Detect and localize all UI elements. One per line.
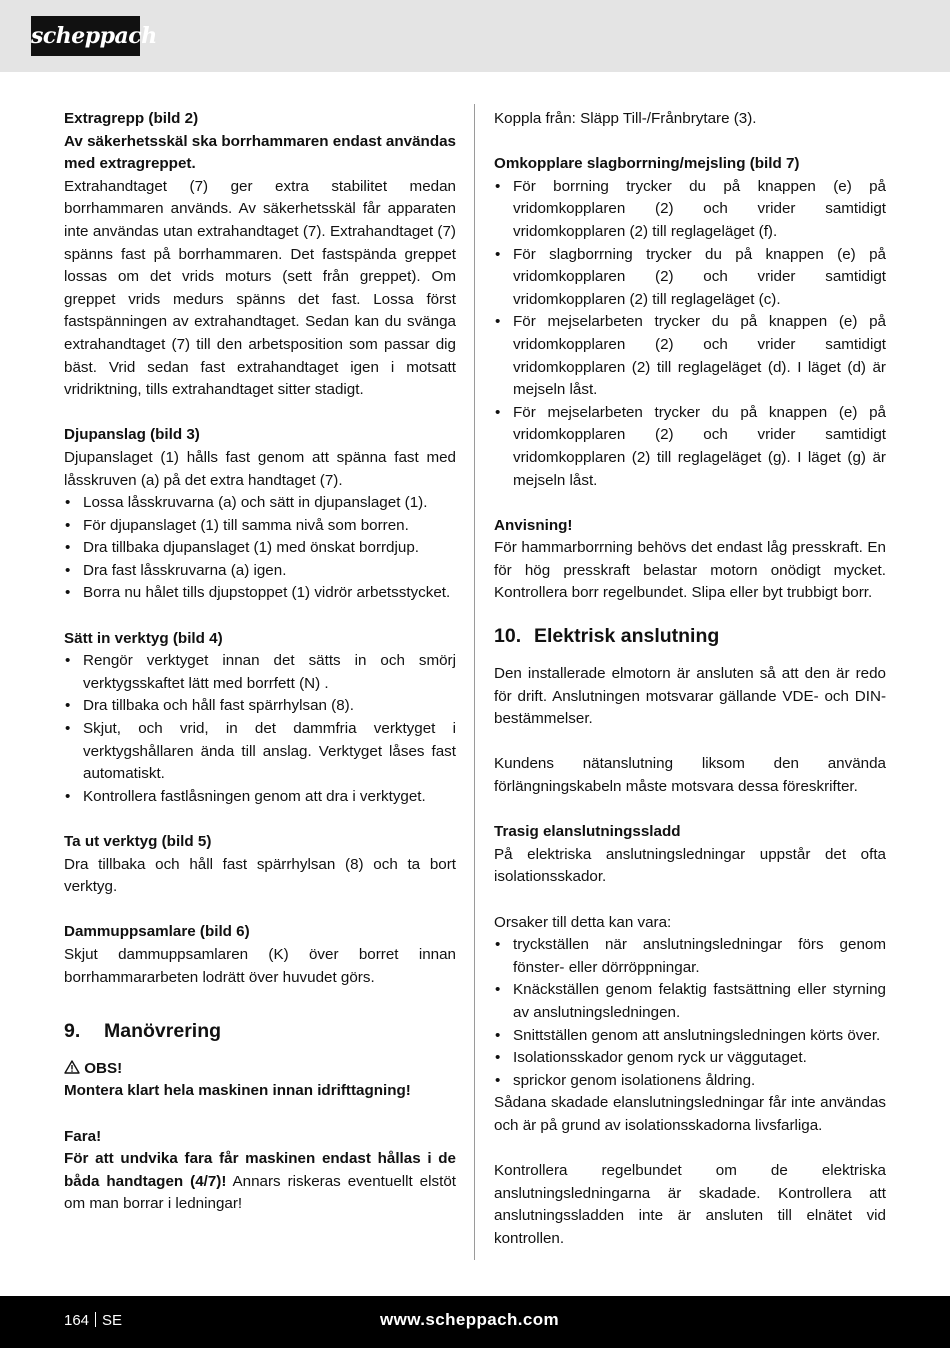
extragrepp-title: Extragrepp (bild 2) bbox=[64, 110, 199, 127]
satt-in-title: Sätt in verktyg (bild 4) bbox=[64, 629, 223, 647]
obs-label: OBS! bbox=[84, 1059, 123, 1077]
list-item: • sprickor genom isolationens åldring. bbox=[494, 1070, 886, 1093]
section-10-p2: Kundens nätanslutning liksom den använda förlängningskabeln måste motsvara dessa föreskrifter. bbox=[494, 755, 886, 796]
section-10-title: Elektrisk anslutning bbox=[534, 625, 720, 648]
fara-bold: För att undvika fara får maskinen endast hållas i de båda handtagen (4/7)! bbox=[64, 1150, 456, 1190]
column-divider bbox=[474, 104, 475, 1260]
list-item: • För borrning trycker du på knappen (e) på vridomkopplaren (2) och vrider samtidigt vridomkopplaren (2) till reglageläget (f). bbox=[494, 176, 886, 244]
page-footer bbox=[0, 1296, 950, 1348]
page-indicator bbox=[64, 1310, 122, 1332]
damm-body: Skjut dammuppsamlaren (K) över borret innan borrhammararbeten lodrätt över huvudet görs. bbox=[64, 945, 456, 986]
section-9-number: 9. bbox=[64, 1019, 81, 1042]
ta-ut-body: Dra tillbaka och håll fast spärrhylsan (8) och ta bort verktyg. bbox=[64, 855, 456, 896]
omkopplare-title: Omkopplare slagborrning/mejsling (bild 7) bbox=[494, 155, 800, 173]
omkopplare-list bbox=[494, 176, 886, 492]
left-column bbox=[64, 108, 456, 1216]
language-code: SE bbox=[102, 1312, 123, 1329]
satt-in-list bbox=[64, 650, 456, 808]
orsaker-text: Orsaker till detta kan vara: bbox=[494, 913, 672, 931]
anvisning-title: Anvisning! bbox=[494, 516, 573, 534]
list-item: • Dra tillbaka och håll fast spärrhylsan (8). bbox=[64, 695, 456, 718]
obs-text: Montera klart hela maskinen innan idrifttagning! bbox=[64, 1082, 411, 1100]
scheppach-logo: scheppach bbox=[31, 16, 140, 56]
list-item: • Skjut, och vrid, in det dammfria verktyget i verktygshållaren ända till anslag. Verktyget låses fast automatiskt. bbox=[64, 718, 456, 786]
list-item: • Rengör verktyget innan det sätts in och smörj verktygsskaftet lätt med borrfett (N) . bbox=[64, 650, 456, 695]
ta-ut-title: Ta ut verktyg (bild 5) bbox=[64, 833, 212, 850]
koppla-text: Koppla från: Släpp Till-/Frånbrytare (3). bbox=[494, 110, 757, 127]
list-item: • För mejselarbeten trycker du på knappen (e) på vridomkopplaren (2) och vrider samtidigt vridomkopplaren (2) till reglageläget (d). I läget (d) är mejseln låst. bbox=[494, 311, 886, 401]
section-10-heading bbox=[494, 617, 886, 663]
warning-triangle-icon bbox=[64, 1060, 80, 1074]
list-item: • För djupanslaget (1) till samma nivå som borren. bbox=[64, 515, 456, 538]
page-separator bbox=[95, 1312, 96, 1327]
djupanslag-title: Djupanslag (bild 3) bbox=[64, 426, 200, 444]
right-column bbox=[494, 108, 886, 1251]
anvisning-body: För hammarborrning behövs det endast låg presskraft. En för hög presskraft belastar motorn onödigt mycket. Kontrollera borr regelbundet. Slipa eller byt trubbigt borr. bbox=[494, 539, 886, 602]
list-item: • Borra nu hålet tills djupstoppet (1) vidrör arbetsstycket. bbox=[64, 582, 456, 605]
djupanslag-list bbox=[64, 492, 456, 605]
section-9-title: Manövrering bbox=[104, 1019, 222, 1042]
list-item: • tryckställen när anslutningsledningar förs genom fönster- eller dörröppningar. bbox=[494, 934, 886, 979]
fara-text bbox=[64, 1148, 456, 1216]
extragrepp-body: Extrahandtaget (7) ger extra stabilitet medan borrhammaren används. Av säkerhetsskäl får apparaten inte användas utan extrahandtaget (7). Extrahandtaget (7) spänns fast på borrhammaren. Det fastspända greppet lossas om det vrids moturs (sett från greppet). Om greppet vrids medurs spänns det fast. Lossa först fastspänningen av extrahandtaget. Sedan kan du svänga extrahandtaget (7) till den arbetsposition som passar dig bäst. Vrid sedan fast extrahandtaget igen i motsatt vridriktning, tills extrahandtaget sitter stadigt. bbox=[64, 177, 456, 399]
list-item: • Dra tillbaka djupanslaget (1) med önskat borrdjup. bbox=[64, 537, 456, 560]
fara-label: Fara! bbox=[64, 1127, 102, 1145]
orsaker-list bbox=[494, 934, 886, 1092]
extragrepp-warning: Av säkerhetsskäl ska borrhammaren endast användas med extragreppet. bbox=[64, 132, 456, 173]
page-header bbox=[0, 0, 950, 72]
djupanslag-intro: Djupanslaget (1) hålls fast genom att spänna fast med låsskruven (a) på det extra handtaget (7). bbox=[64, 448, 456, 489]
section-10-number: 10. bbox=[494, 625, 522, 648]
obs-label-line bbox=[64, 1058, 456, 1081]
section-10-p1: Den installerade elmotorn är ansluten så att den är redo för drift. Anslutningen motsvarar gällande VDE- och DIN-bestämmelser. bbox=[494, 665, 886, 728]
list-item: • Isolationsskador genom ryck ur väggutaget. bbox=[494, 1047, 886, 1070]
website-url: www.scheppach.com bbox=[380, 1310, 560, 1329]
list-item: • För mejselarbeten trycker du på knappen (e) på vridomkopplaren (2) och vrider samtidigt vridomkopplaren (2) till reglageläget (g). I läget (g) är mejseln låst. bbox=[494, 402, 886, 492]
list-item: • Lossa låsskruvarna (a) och sätt in djupanslaget (1). bbox=[64, 492, 456, 515]
fara-rest: Annars riskeras eventuellt elstöt om man borrar i ledningar! bbox=[64, 1172, 456, 1213]
list-item: • Knäckställen genom felaktig fastsättning eller styrning av anslutningsledningen. bbox=[494, 979, 886, 1024]
list-item: • Kontrollera fastlåsningen genom att dra i verktyget. bbox=[64, 786, 456, 809]
page-number: 164 bbox=[64, 1312, 90, 1329]
list-item: • Dra fast låsskruvarna (a) igen. bbox=[64, 560, 456, 583]
trasig-body: På elektriska anslutningsledningar uppstår det ofta isolationsskador. bbox=[494, 845, 886, 886]
trasig-after: Sådana skadade elanslutningsledningar får inte användas och är på grund av isolationsskadorna livsfarliga. bbox=[494, 1094, 886, 1134]
trasig-final: Kontrollera regelbundet om de elektriska anslutningsledningarna är skadade. Kontrollera att anslutningssladden inte är ansluten till elnätet vid kontrollen. bbox=[494, 1162, 886, 1247]
trasig-title: Trasig elanslutningssladd bbox=[494, 823, 681, 841]
section-9-heading bbox=[64, 1012, 456, 1058]
list-item: • För slagborrning trycker du på knappen (e) på vridomkopplaren (2) och vrider samtidigt vridomkopplaren (2) till reglageläget (c). bbox=[494, 244, 886, 312]
list-item: • Snittställen genom att anslutningsledningen körts över. bbox=[494, 1025, 886, 1048]
damm-title: Dammuppsamlare (bild 6) bbox=[64, 923, 250, 941]
